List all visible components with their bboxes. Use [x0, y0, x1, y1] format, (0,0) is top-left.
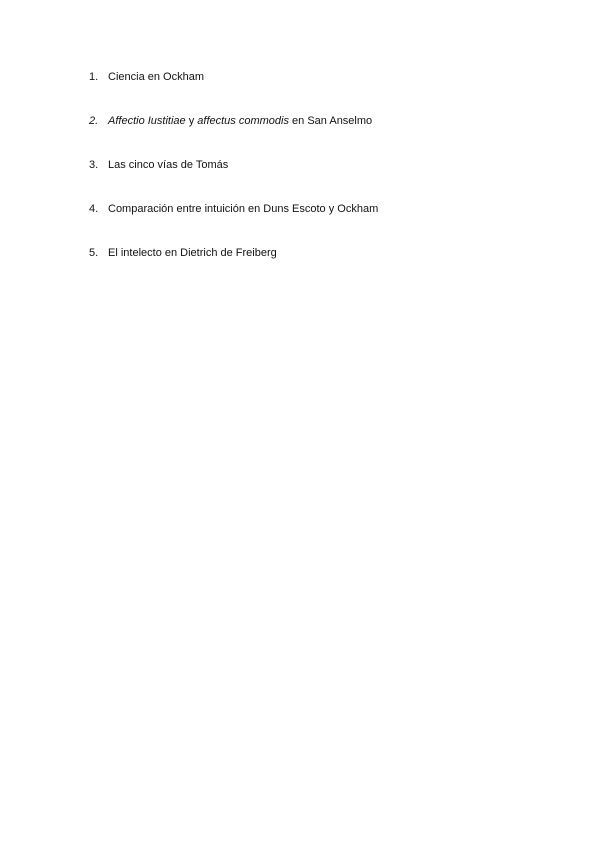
connector-text: y [185, 115, 198, 127]
list-item-number: 2. [89, 115, 99, 127]
list-item [89, 71, 378, 87]
list-item-text: El intelecto en Dietrich de Freiberg [108, 247, 277, 259]
list-item [89, 159, 378, 175]
trailing-text: en San Anselmo [288, 115, 373, 127]
list-item-text [108, 115, 372, 127]
list-item-number: 5. [89, 247, 99, 259]
list-item-text: Ciencia en Ockham [108, 71, 204, 83]
list-item-text: Las cinco vías de Tomás [108, 159, 229, 171]
italic-term-affectus: affectus commodis [197, 115, 289, 127]
list-item [89, 115, 378, 131]
list-item [89, 247, 378, 263]
topic-list [89, 71, 378, 291]
list-item-number: 3. [89, 159, 99, 171]
italic-term-affectio: Affectio Iustitiae [108, 115, 186, 127]
list-item [89, 203, 378, 219]
list-item-text: Comparación entre intuición en Duns Escoto y Ockham [108, 203, 379, 215]
list-item-number: 4. [89, 203, 99, 215]
list-item-number: 1. [89, 71, 99, 83]
